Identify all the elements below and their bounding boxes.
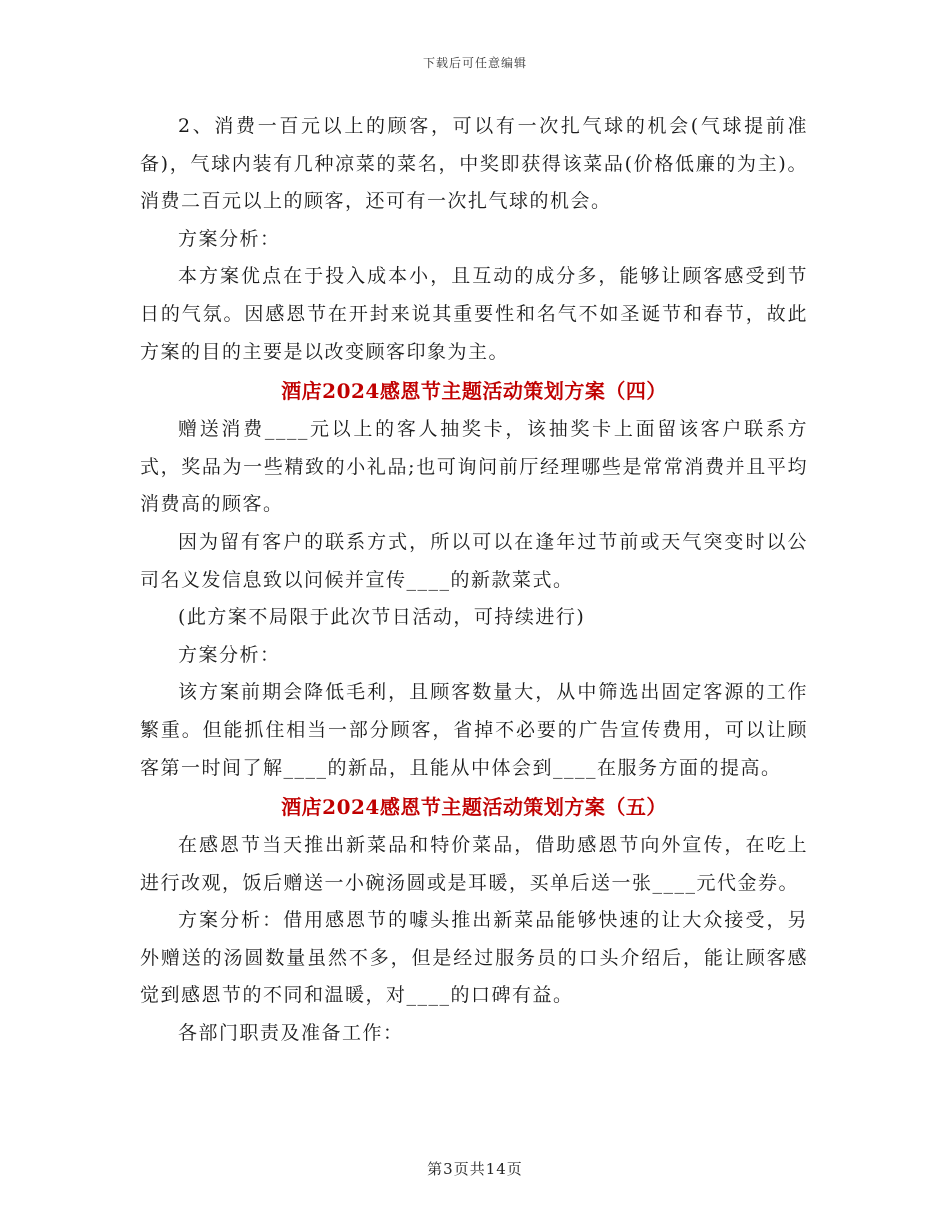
section-heading-4: 酒店2024感恩节主题活动策划方案（四） [281, 379, 667, 404]
paragraph-continuous-note: (此方案不局限于此次节日活动，可持续进行) [178, 606, 586, 629]
section-heading-5: 酒店2024感恩节主题活动策划方案（五） [281, 795, 667, 820]
paragraph-analysis-3: 本方案优点在于投入成本小，且互动的成分多，能够让顾客感受到节日的气氛。因感恩节在开封来说其重要性和名气不如圣诞节和春节，故此方案的目的主要是以改变顾客印象为主。 [140, 265, 808, 363]
paragraph-analysis-4: 该方案前期会降低毛利，且顾客数量大，从中筛选出固定客源的工作繁重。但能抓住相当一部分顾客，省掉不必要的广告宣传费用，可以让顾客第一时间了解____的新品，且能从中体会到____在服务方面的提高。 [140, 681, 808, 779]
paragraph-analysis-label: 方案分析： [178, 227, 281, 250]
paragraph-analysis-5: 方案分析：借用感恩节的噱头推出新菜品能够快速的让大众接受，另外赠送的汤圆数量虽然不多，但是经过服务员的口头介绍后，能让顾客感觉到感恩节的不同和温暖，对____的口碑有益。 [140, 909, 808, 1007]
page-header-note: 下载后可任意编辑 [422, 56, 527, 70]
paragraph-department-duties: 各部门职责及准备工作： [178, 1022, 404, 1045]
paragraph-new-dishes: 在感恩节当天推出新菜品和特价菜品，借助感恩节向外宣传，在吃上进行改观，饭后赠送一小碗汤圆或是耳暖，买单后送一张____元代金券。 [140, 834, 808, 894]
paragraph-analysis-label-4: 方案分析： [178, 643, 281, 666]
paragraph-balloon-offer: 2、消费一百元以上的顾客，可以有一次扎气球的机会(气球提前准备)，气球内装有几种凉菜的菜名，中奖即获得该菜品(价格低廉的为主)。消费二百元以上的顾客，还可有一次扎气球的机会。 [140, 115, 808, 213]
document-body [140, 108, 808, 1053]
paragraph-lottery-card: 赠送消费____元以上的客人抽奖卡，该抽奖卡上面留该客户联系方式，奖品为一些精致的小礼品;也可询问前厅经理哪些是常常消费并且平均消费高的顾客。 [140, 418, 808, 516]
paragraph-contact-info: 因为留有客户的联系方式，所以可以在逢年过节前或天气突变时以公司名义发信息致以问候并宣传____的新款菜式。 [140, 530, 808, 591]
page-number: 第3页共14页 [427, 1160, 523, 1178]
